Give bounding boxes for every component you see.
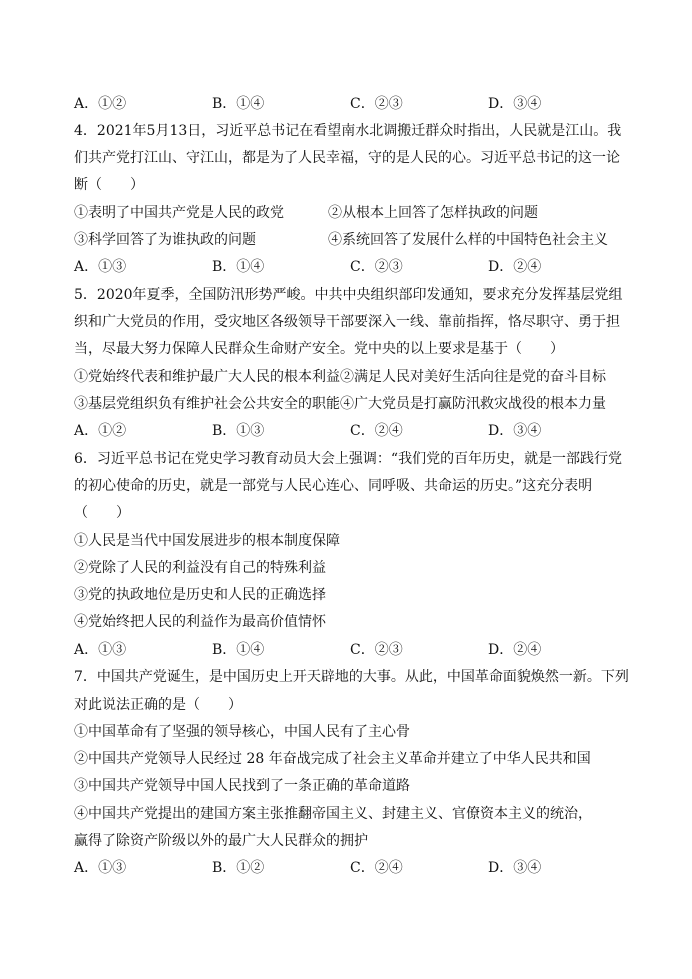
- q5-option-d[interactable]: D．③④: [488, 423, 542, 439]
- q6-statement-1: ①人民是当代中国发展进步的根本制度保障: [74, 533, 340, 549]
- q3-option-d[interactable]: D．③④: [488, 96, 542, 112]
- q4-stem-line-2: 们共产党打江山、守江山，都是为了人民幸福，守的是人民的心。习近平总书记的这一论: [74, 150, 620, 166]
- q4-option-b[interactable]: B．①④: [212, 259, 265, 275]
- q3-options: [74, 94, 634, 114]
- q7-statement-2: ②中国共产党领导人民经过 28 年奋战完成了社会主义革命并建立了中华人民共和国: [74, 751, 591, 767]
- q6-stem-line-2: 的初心使命的历史，就是一部党与人民心连心、同呼吸、共命运的历史。”这充分表明: [74, 478, 593, 494]
- q5-stem-line-3: 当，尽最大努力保障人民群众生命财产安全。党中央的以上要求是基于（ ）: [74, 341, 564, 357]
- q6-option-c[interactable]: C．②③: [350, 642, 403, 658]
- q3-option-a[interactable]: A．①②: [74, 96, 127, 112]
- q4-statement-2: ②从根本上回答了怎样执政的问题: [328, 205, 538, 221]
- q4-statement-4: ④系统回答了发展什么样的中国特色社会主义: [328, 232, 608, 248]
- q4-stem-line-3: 断（ ）: [74, 177, 144, 193]
- q4-option-a[interactable]: A．①③: [74, 259, 127, 275]
- q6-option-d[interactable]: D．②④: [488, 642, 542, 658]
- q7-option-d[interactable]: D．③④: [488, 860, 542, 876]
- q6-option-b[interactable]: B．①④: [212, 642, 265, 658]
- q4-statement-1: ①表明了中国共产党是人民的政党: [74, 205, 284, 221]
- q7-stem-line-1: 7．中国共产党诞生，是中国历史上开天辟地的大事。从此，中国革命面貌焕然一新。下列: [74, 669, 629, 685]
- q7-statement-3: ③中国共产党领导中国人民找到了一条正确的革命道路: [74, 778, 410, 794]
- q5-option-b[interactable]: B．①③: [212, 423, 265, 439]
- q5-options: [74, 421, 634, 441]
- q5-stem-line-2: 织和广大党员的作用，受灾地区各级领导干部要深入一线、靠前指挥，恪尽职守、勇于担: [74, 314, 620, 330]
- q4-stem-line-1: 4．2021年5月13日，习近平总书记在看望南水北调搬迁群众时指出，人民就是江山。我: [74, 123, 622, 139]
- q7-option-a[interactable]: A．①③: [74, 860, 127, 876]
- q5-option-a[interactable]: A．①②: [74, 423, 127, 439]
- q6-stem-line-3: （ ）: [74, 505, 130, 521]
- q4-statement-row-1: [74, 203, 634, 223]
- q6-statement-4: ④党始终把人民的利益作为最高价值情怀: [74, 614, 326, 630]
- q5-option-c[interactable]: C．②④: [350, 423, 403, 439]
- q4-statement-3: ③科学回答了为谁执政的问题: [74, 232, 256, 248]
- q6-stem-line-1: 6．习近平总书记在党史学习教育动员大会上强调：“我们党的百年历史，就是一部践行党: [74, 451, 623, 467]
- q6-options: [74, 640, 634, 660]
- q7-option-b[interactable]: B．①②: [212, 860, 265, 876]
- q6-statement-2: ②党除了人民的利益没有自己的特殊利益: [74, 560, 326, 576]
- q5-statement-2: ③基层党组织负有维护社会公共安全的职能④广大党员是打赢防汛救灾战役的根本力量: [74, 396, 606, 412]
- q4-option-d[interactable]: D．②④: [488, 259, 542, 275]
- q7-options: [74, 858, 634, 878]
- q7-option-c[interactable]: C．②④: [350, 860, 403, 876]
- q3-option-b[interactable]: B．①④: [212, 96, 265, 112]
- q7-statement-1: ①中国革命有了坚强的领导核心，中国人民有了主心骨: [74, 724, 410, 740]
- q4-options: [74, 257, 634, 277]
- q7-statement-4-cont: 赢得了除资产阶级以外的最广大人民群众的拥护: [74, 833, 368, 849]
- q6-option-a[interactable]: A．①③: [74, 642, 127, 658]
- q7-statement-4: ④中国共产党提出的建国方案主张推翻帝国主义、封建主义、官僚资本主义的统治，: [74, 806, 592, 822]
- q7-stem-line-2: 对此说法正确的是（ ）: [74, 697, 242, 713]
- q4-option-c[interactable]: C．②③: [350, 259, 403, 275]
- q5-stem-line-1: 5．2020年夏季，全国防汛形势严峻。中共中央组织部印发通知，要求充分发挥基层党组: [74, 287, 623, 303]
- q6-statement-3: ③党的执政地位是历史和人民的正确选择: [74, 587, 326, 603]
- q3-option-c[interactable]: C．②③: [350, 96, 403, 112]
- q4-statement-row-2: [74, 230, 634, 250]
- q5-statement-1: ①党始终代表和维护最广大人民的根本利益②满足人民对美好生活向往是党的奋斗目标: [74, 369, 606, 385]
